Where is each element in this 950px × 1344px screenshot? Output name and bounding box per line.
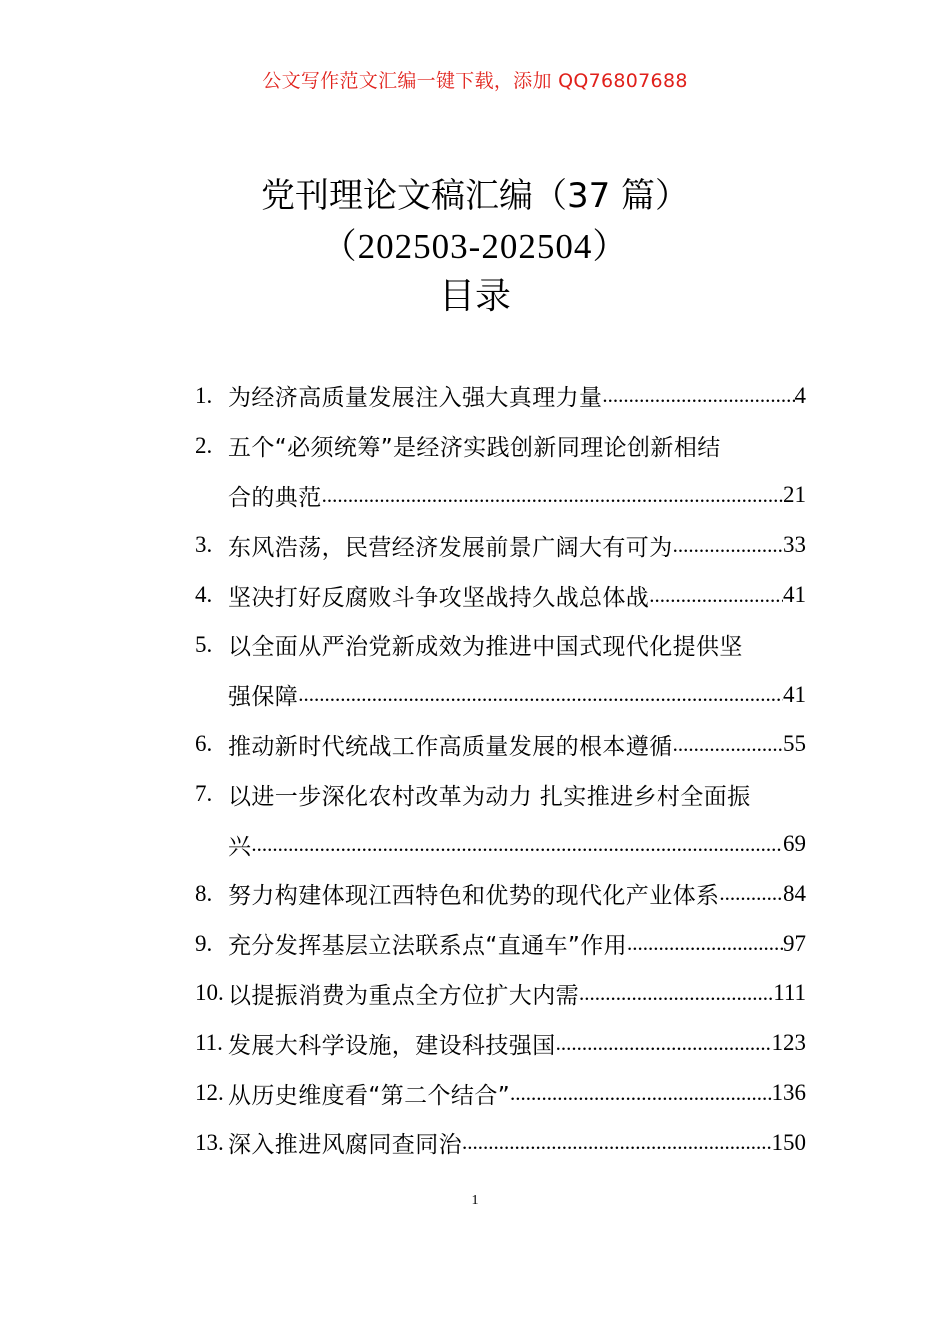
toc-entry-number: 6. bbox=[195, 731, 213, 757]
toc-entry-number: 13. bbox=[195, 1129, 224, 1155]
toc-entry-page: 55 bbox=[783, 731, 806, 757]
toc-entry-page: 33 bbox=[783, 532, 806, 558]
dot-leader bbox=[251, 832, 783, 857]
page-number: 1 bbox=[471, 1193, 479, 1208]
toc-entry-title: 为经济高质量发展注入强大真理力量 bbox=[228, 385, 603, 412]
toc-entry-title: 深入推进风腐同查同治 bbox=[228, 1132, 462, 1159]
toc-entry-6[interactable] bbox=[195, 720, 806, 770]
toc-entry-number: 11. bbox=[195, 1030, 223, 1056]
dot-leader bbox=[462, 1130, 772, 1155]
toc-entry-title-continued: 合的典范 bbox=[228, 484, 322, 511]
toc-entry-8[interactable] bbox=[195, 869, 806, 919]
toc-entry-12[interactable] bbox=[195, 1068, 806, 1118]
toc-entry-number: 10. bbox=[195, 980, 224, 1006]
dot-leader bbox=[322, 483, 783, 508]
toc-entry-page: 111 bbox=[773, 980, 806, 1006]
dot-leader bbox=[649, 583, 783, 608]
toc-entry-4[interactable] bbox=[195, 570, 806, 620]
toc-entry-7-continued[interactable] bbox=[195, 819, 806, 869]
toc-entry-title: 推动新时代统战工作高质量发展的根本遵循 bbox=[228, 733, 673, 760]
toc-entry-2[interactable] bbox=[195, 421, 806, 471]
toc-heading: 目录 bbox=[438, 276, 511, 317]
toc-entry-number: 3. bbox=[195, 532, 213, 558]
table-of-contents bbox=[195, 371, 806, 1168]
toc-entry-page: 136 bbox=[771, 1080, 806, 1106]
toc-entry-11[interactable] bbox=[195, 1018, 806, 1068]
toc-entry-1[interactable] bbox=[195, 371, 806, 421]
toc-entry-title: 坚决打好反腐败斗争攻坚战持久战总体战 bbox=[228, 584, 650, 611]
toc-entry-page: 41 bbox=[783, 582, 806, 608]
dot-leader bbox=[602, 383, 794, 408]
toc-entry-page: 21 bbox=[783, 482, 806, 508]
dot-leader bbox=[579, 981, 773, 1006]
toc-entry-number: 9. bbox=[195, 930, 213, 956]
dot-leader bbox=[627, 931, 783, 956]
toc-entry-title: 充分发挥基层立法联系点“直通车”作用 bbox=[228, 933, 628, 960]
toc-entry-number: 8. bbox=[195, 880, 213, 906]
dot-leader bbox=[510, 1081, 771, 1106]
toc-entry-title-continued: 兴 bbox=[228, 833, 252, 860]
dot-leader bbox=[298, 682, 783, 707]
toc-entry-10[interactable] bbox=[195, 969, 806, 1019]
toc-entry-page: 150 bbox=[771, 1129, 806, 1155]
toc-entry-page: 4 bbox=[794, 382, 806, 408]
dot-leader bbox=[556, 1031, 772, 1056]
toc-entry-number: 7. bbox=[195, 781, 213, 807]
toc-entry-number: 2. bbox=[195, 432, 213, 458]
toc-entry-title: 发展大科学设施，建设科技强国 bbox=[228, 1032, 556, 1059]
toc-entry-page: 69 bbox=[783, 831, 806, 857]
toc-entry-number: 12. bbox=[195, 1080, 224, 1106]
toc-entry-title: 东风浩荡，民营经济发展前景广阔大有可为 bbox=[228, 534, 673, 561]
toc-entry-page: 123 bbox=[771, 1030, 806, 1056]
toc-entry-title: 以进一步深化农村改革为动力 扎实推进乡村全面振 bbox=[228, 783, 751, 810]
toc-entry-3[interactable] bbox=[195, 520, 806, 570]
toc-entry-5-continued[interactable] bbox=[195, 670, 806, 720]
toc-entry-page: 97 bbox=[783, 930, 806, 956]
toc-entry-number: 1. bbox=[195, 382, 213, 408]
dot-leader bbox=[673, 533, 783, 558]
document-date-range: （202503-202504） bbox=[321, 227, 629, 266]
document-title: 党刊理论文稿汇编（37 篇） bbox=[260, 176, 690, 216]
toc-entry-2-continued[interactable] bbox=[195, 471, 806, 521]
toc-entry-title: 以全面从严治党新成效为推进中国式现代化提供坚 bbox=[228, 634, 743, 661]
toc-entry-5[interactable] bbox=[195, 620, 806, 670]
toc-entry-number: 5. bbox=[195, 631, 213, 657]
toc-entry-page: 41 bbox=[783, 681, 806, 707]
toc-entry-number: 4. bbox=[195, 582, 213, 608]
dot-leader bbox=[719, 881, 783, 906]
toc-entry-9[interactable] bbox=[195, 919, 806, 969]
toc-entry-13[interactable] bbox=[195, 1118, 806, 1168]
toc-entry-title: 五个“必须统筹”是经济实践创新同理论创新相结 bbox=[228, 435, 721, 462]
toc-entry-title-continued: 强保障 bbox=[228, 684, 299, 711]
toc-entry-title: 从历史维度看“第二个结合” bbox=[228, 1082, 511, 1109]
toc-entry-page: 84 bbox=[783, 880, 806, 906]
toc-entry-title: 以提振消费为重点全方位扩大内需 bbox=[228, 982, 579, 1009]
toc-entry-7[interactable] bbox=[195, 769, 806, 819]
toc-entry-title: 努力构建体现江西特色和优势的现代化产业体系 bbox=[228, 883, 720, 910]
dot-leader bbox=[673, 732, 783, 757]
download-notice: 公文写作范文汇编一键下载，添加 QQ76807688 bbox=[262, 70, 688, 92]
